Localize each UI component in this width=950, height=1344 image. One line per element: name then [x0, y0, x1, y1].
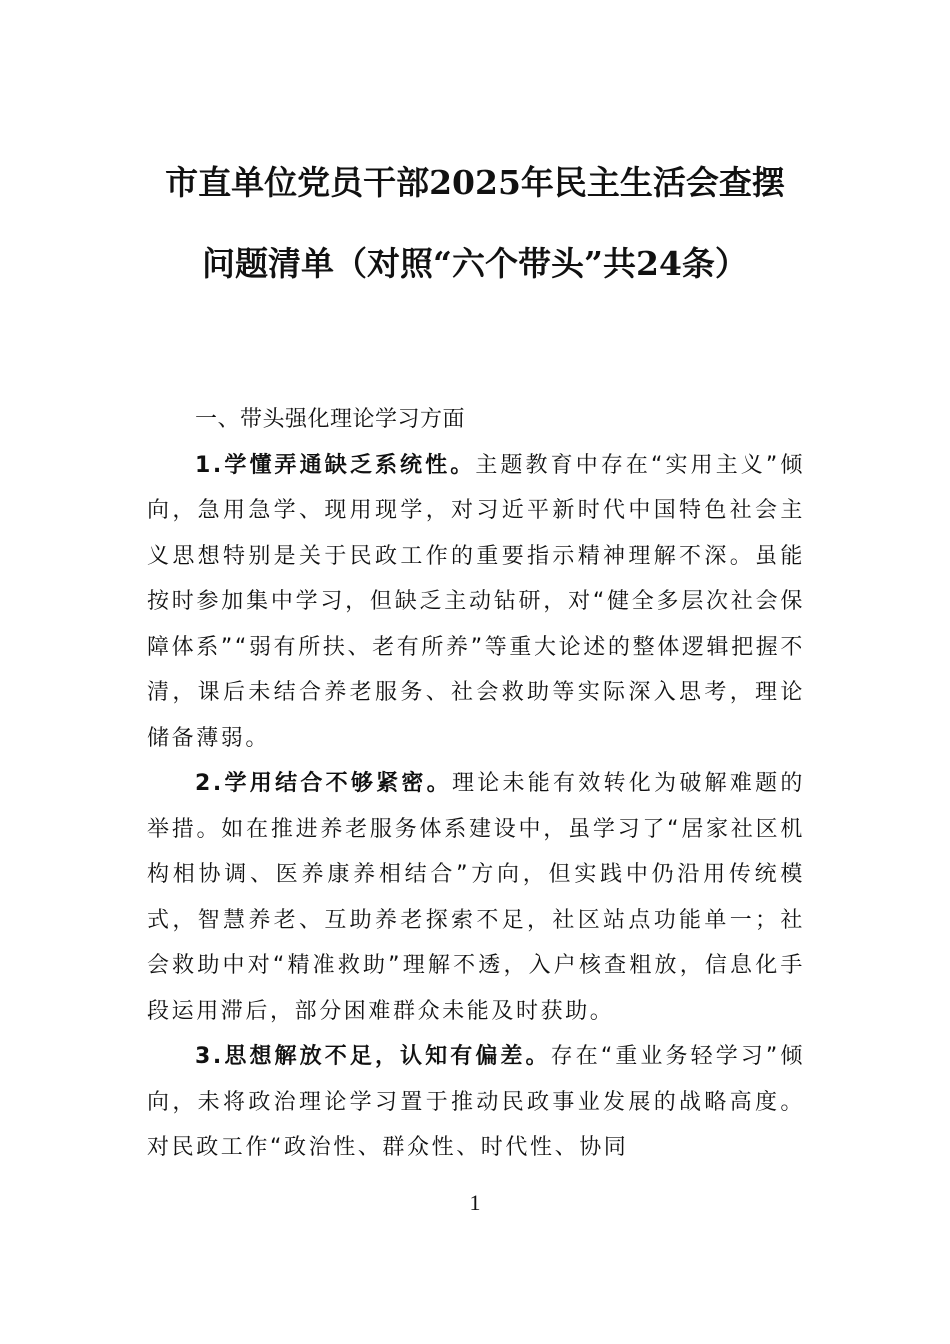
page-number: 1 [469, 1190, 481, 1215]
section-heading: 一、带头强化理论学习方面 [195, 407, 466, 432]
item-3-text: 存在“重业务轻学习”倾向，未将政治理论学习置于推动民政事业发展的战略高度。对民政工作“政治性、群众性、时代性、协同 [147, 1044, 805, 1160]
document-title [140, 163, 810, 283]
document-body [147, 397, 805, 1171]
paragraph-item-2 [147, 761, 805, 1034]
item-3-lead: 3.思想解放不足，认知有偏差。 [195, 1044, 551, 1069]
title-line-1: 市直单位党员干部2025年民主生活会查摆 [165, 163, 785, 202]
paragraph-item-3 [147, 1034, 805, 1171]
paragraph-item-1 [147, 443, 805, 762]
item-2-text: 理论未能有效转化为破解难题的举措。如在推进养老服务体系建设中，虽学习了“居家社区机构相协调、医养康养相结合”方向，但实践中仍沿用传统模式，智慧养老、互助养老探索不足，社区站点功能单一；社会救助中对“精准救助”理解不透，入户核查粗放，信息化手段运用滞后，部分困难群众未能及时获助。 [147, 771, 806, 1024]
title-line-2: 问题清单（对照“六个带头”共24条） [202, 244, 748, 283]
item-1-text: 主题教育中存在“实用主义”倾向，急用急学、现用现学，对习近平新时代中国特色社会主义思想特别是关于民政工作的重要指示精神理解不深。虽能按时参加集中学习，但缺乏主动钻研，对“健全多层次社会保障体系”“弱有所扶、老有所养”等重大论述的整体逻辑把握不清，课后未结合养老服务、社会救助等实际深入思考，理论储备薄弱。 [147, 452, 805, 751]
item-1-lead: 1.学懂弄通缺乏系统性。 [195, 452, 476, 478]
item-2-lead: 2.学用结合不够紧密。 [195, 771, 452, 796]
